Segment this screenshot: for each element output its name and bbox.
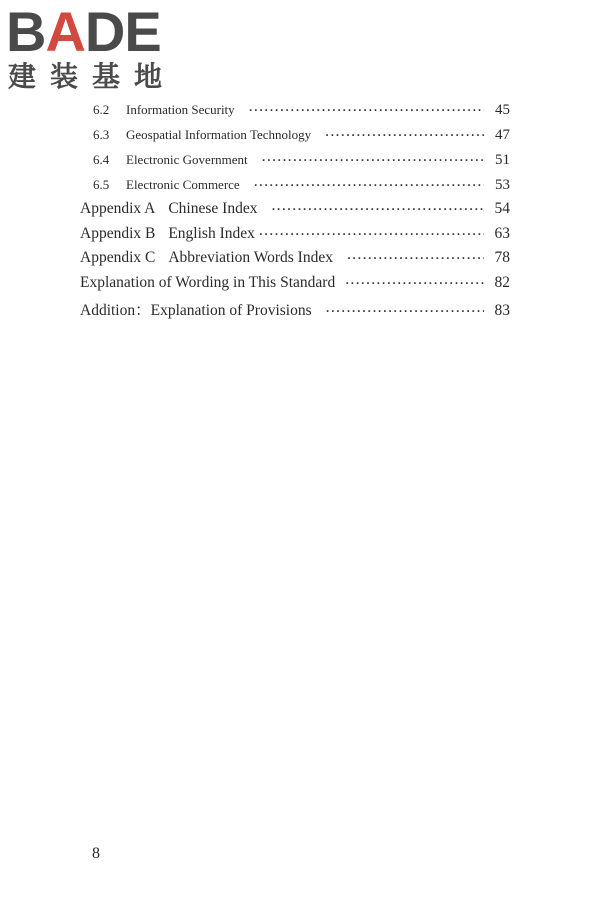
page-number: 51 bbox=[495, 152, 510, 168]
entry-title: Addition：Explanation of Provisions bbox=[80, 302, 312, 319]
entry-title: English Index bbox=[168, 225, 255, 242]
toc-entry[interactable] bbox=[93, 102, 510, 119]
entry-title: Electronic Commerce bbox=[126, 177, 240, 192]
page-number: 63 bbox=[494, 225, 510, 242]
entry-title: Information Security bbox=[126, 102, 235, 117]
dot-leader bbox=[326, 304, 484, 319]
toc-entry[interactable] bbox=[93, 177, 510, 194]
dot-leader bbox=[249, 103, 484, 118]
entry-title: Geospatial Information Technology bbox=[126, 127, 312, 142]
page-number: 54 bbox=[494, 200, 510, 217]
section-number: 6.2 bbox=[93, 102, 110, 117]
entry-title: Electronic Government bbox=[126, 152, 248, 167]
section-number: 6.5 bbox=[93, 177, 110, 192]
page-number: 53 bbox=[495, 177, 510, 193]
page-number: 83 bbox=[494, 302, 510, 319]
logo-chinese-text: 建装基地 bbox=[8, 60, 177, 93]
toc-entry[interactable] bbox=[93, 152, 510, 169]
logo-wordmark: B A D E bbox=[6, 0, 161, 63]
toc-entry[interactable] bbox=[93, 127, 510, 144]
appendix-label: Appendix C bbox=[80, 249, 156, 266]
dot-leader bbox=[325, 128, 484, 143]
section-number: 6.4 bbox=[93, 152, 110, 167]
dot-leader bbox=[262, 153, 484, 168]
footer-page-number: 8 bbox=[92, 845, 100, 862]
dot-leader bbox=[254, 178, 484, 193]
dot-leader bbox=[259, 227, 484, 242]
dot-leader bbox=[345, 276, 484, 291]
toc-entry-provisions[interactable] bbox=[80, 298, 510, 320]
toc-entry-wording[interactable] bbox=[80, 274, 510, 292]
bade-logo bbox=[6, 0, 177, 96]
entry-title: Chinese Index bbox=[168, 200, 258, 217]
appendix-label: Appendix A bbox=[80, 200, 156, 217]
appendix-label: Appendix B bbox=[80, 225, 156, 242]
entry-title: Explanation of Wording in This Standard bbox=[80, 274, 336, 291]
entry-title: Abbreviation Words Index bbox=[168, 249, 333, 266]
page-number: 82 bbox=[494, 274, 510, 291]
dot-leader bbox=[347, 251, 484, 266]
page-number: 78 bbox=[494, 249, 510, 266]
toc-entry-appendix-c[interactable] bbox=[80, 249, 510, 267]
page-number: 47 bbox=[495, 127, 510, 143]
section-number: 6.3 bbox=[93, 127, 110, 142]
toc-entry-appendix-a[interactable] bbox=[80, 200, 510, 218]
page-number: 45 bbox=[495, 102, 510, 118]
dot-leader bbox=[271, 202, 484, 217]
toc-entry-appendix-b[interactable] bbox=[80, 225, 510, 243]
